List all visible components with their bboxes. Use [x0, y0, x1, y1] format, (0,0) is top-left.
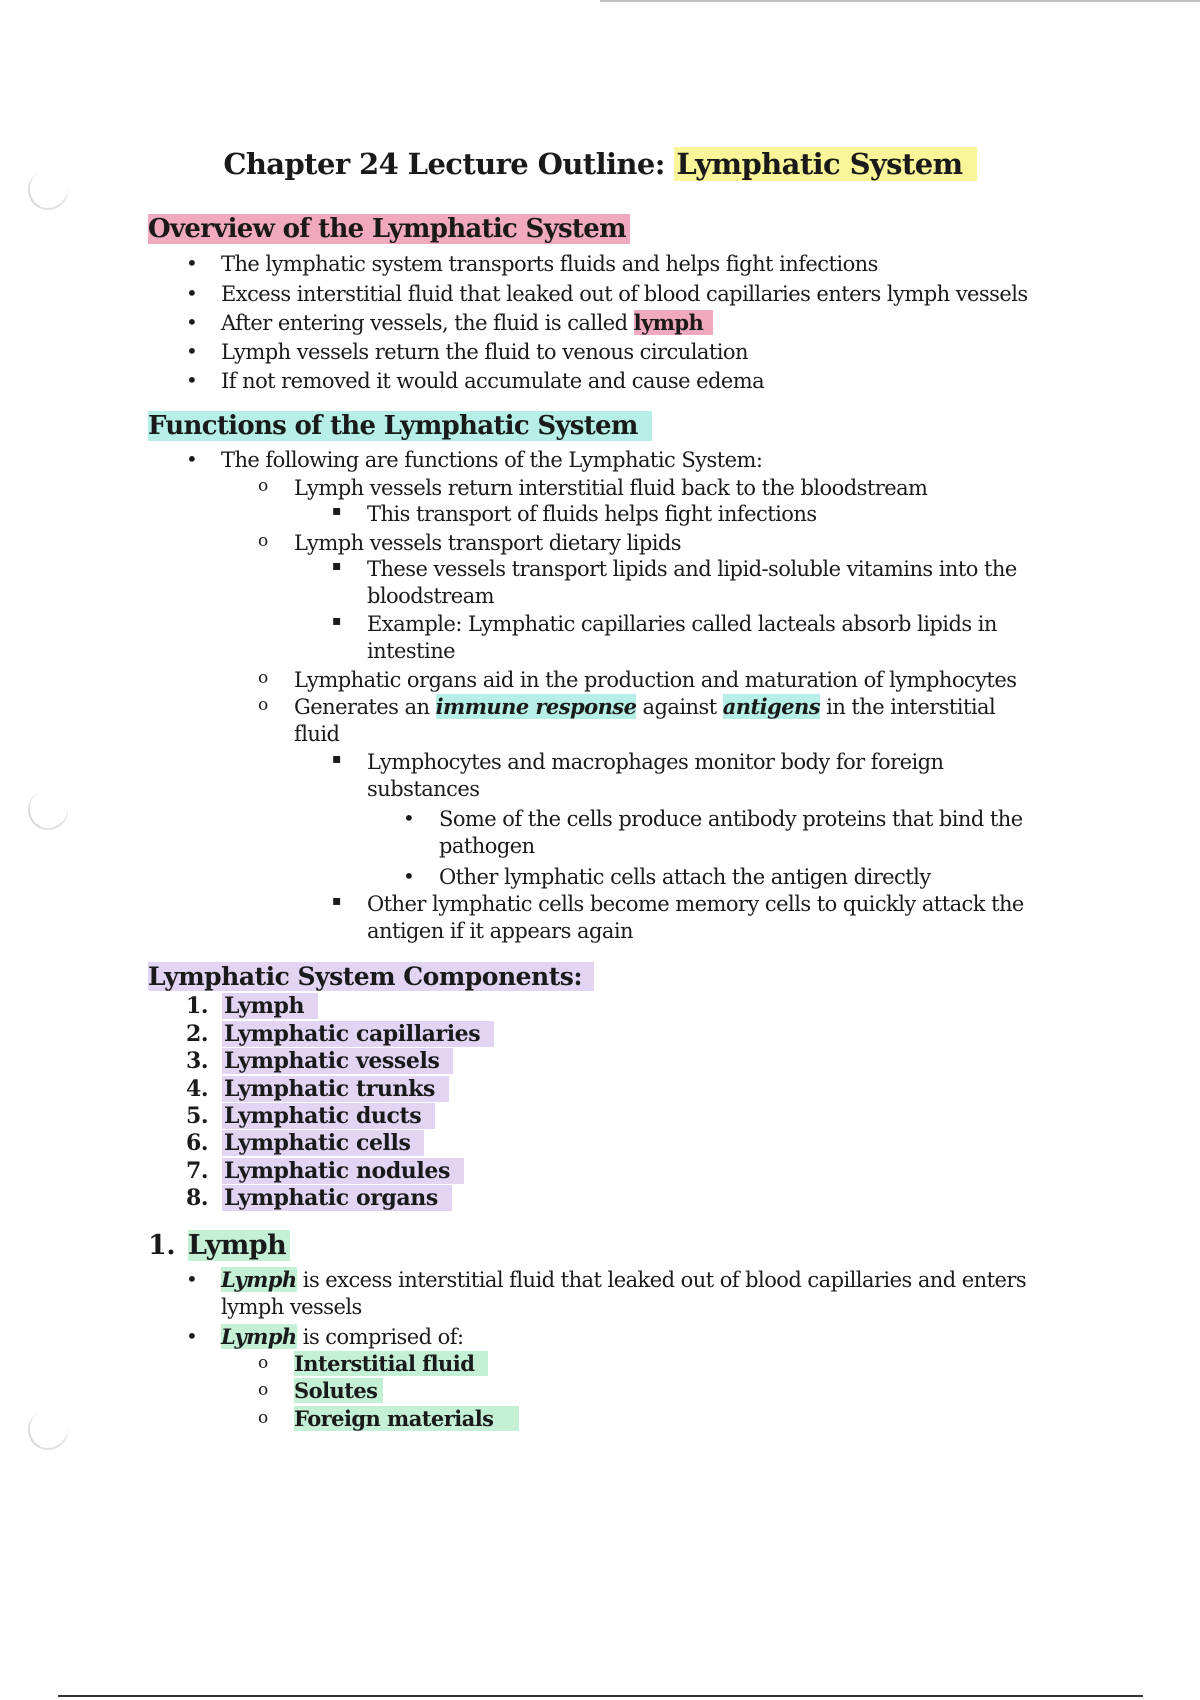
punch-hole-mark [22, 784, 73, 835]
component-item-1: 1. Lymph [186, 993, 318, 1019]
circle-bullet: o [258, 668, 269, 688]
function-4a-line1: Lymphocytes and macrophages monitor body for foreign [367, 750, 944, 774]
function-4b-line1: Other lymphatic cells become memory cells to quickly attack the [367, 892, 1024, 916]
overview-heading: Overview of the Lymphatic System [148, 214, 634, 244]
title-highlight: Lymphatic System [674, 147, 976, 181]
overview-bullet-3: After entering vessels, the fluid is called lymph [221, 310, 713, 336]
component-item-2: 2. Lymphatic capillaries [186, 1021, 494, 1047]
lymph-bullet-1-cont: lymph vessels [221, 1295, 362, 1319]
bottom-rule [58, 1695, 1143, 1697]
overview-bullet-2: Excess interstitial fluid that leaked out of blood capillaries enters lymph vessels [221, 282, 1028, 306]
lymph-part-2: Solutes [294, 1378, 383, 1404]
overview-bullet-5: If not removed it would accumulate and cause edema [221, 369, 765, 393]
function-4b-line2: antigen if it appears again [367, 919, 633, 943]
functions-intro: The following are functions of the Lymphatic System: [221, 448, 763, 472]
function-4a-i-line1: Some of the cells produce antibody proteins that bind the [439, 807, 1023, 831]
lymph-bullet-2: Lymph is comprised of: [221, 1324, 464, 1349]
scan-edge-line [600, 0, 1200, 2]
circle-bullet: o [258, 531, 269, 551]
lymph-heading: 1. Lymph [148, 1230, 290, 1261]
bullet: • [186, 447, 198, 471]
overview-bullet-1: The lymphatic system transports fluids and helps fight infections [221, 252, 878, 276]
square-bullet: ▪ [332, 751, 342, 767]
lymph-term: Lymph [221, 1267, 297, 1292]
lymph-term: Lymph [221, 1324, 297, 1349]
functions-heading: Functions of the Lymphatic System [148, 411, 656, 441]
circle-bullet: o [258, 1353, 269, 1373]
component-item-3: 3. Lymphatic vessels [186, 1048, 453, 1074]
components-heading: Lymphatic System Components: [148, 962, 594, 991]
overview-bullet-4: Lymph vessels return the fluid to venous circulation [221, 340, 748, 364]
bullet: • [403, 864, 415, 888]
function-1: Lymph vessels return interstitial fluid back to the bloodstream [294, 476, 928, 500]
component-item-8: 8. Lymphatic organs [186, 1185, 452, 1211]
function-3: Lymphatic organs aid in the production and maturation of lymphocytes [294, 668, 1017, 692]
bullet: • [186, 368, 198, 392]
bullet: • [186, 1267, 198, 1291]
antigens-term: antigens [722, 694, 821, 719]
circle-bullet: o [258, 476, 269, 496]
function-2b-line1: Example: Lymphatic capillaries called lacteals absorb lipids in [367, 612, 997, 636]
function-4a-ii: Other lymphatic cells attach the antigen directly [439, 865, 931, 889]
bullet: • [186, 281, 198, 305]
circle-bullet: o [258, 1380, 269, 1400]
function-4-cont: fluid [294, 722, 340, 746]
function-2a-line2: bloodstream [367, 584, 494, 608]
page-title: Chapter 24 Lecture Outline: Lymphatic System [0, 147, 1200, 181]
punch-hole-mark [22, 1404, 73, 1455]
component-item-6: 6. Lymphatic cells [186, 1130, 424, 1156]
component-item-7: 7. Lymphatic nodules [186, 1158, 464, 1184]
circle-bullet: o [258, 1408, 269, 1428]
function-2b-line2: intestine [367, 639, 456, 663]
function-2a-line1: These vessels transport lipids and lipid-soluble vitamins into the [367, 557, 1017, 581]
bullet: • [186, 1324, 198, 1348]
square-bullet: ▪ [332, 558, 342, 574]
lymph-part-3: Foreign materials [294, 1406, 519, 1432]
immune-response-term: immune response [435, 694, 637, 719]
square-bullet: ▪ [332, 613, 342, 629]
bullet: • [186, 310, 198, 334]
component-item-4: 4. Lymphatic trunks [186, 1076, 449, 1102]
square-bullet: ▪ [332, 893, 342, 909]
lymph-part-1: Interstitial fluid [294, 1351, 488, 1377]
circle-bullet: o [258, 695, 269, 715]
bullet: • [403, 806, 415, 830]
bullet: • [186, 251, 198, 275]
square-bullet: ▪ [332, 503, 342, 519]
function-1a: This transport of fluids helps fight infections [367, 502, 817, 526]
bullet: • [186, 339, 198, 363]
lymph-bullet-1: Lymph is excess interstitial fluid that leaked out of blood capillaries and enters [221, 1267, 1027, 1292]
function-4a-line2: substances [367, 777, 480, 801]
function-2: Lymph vessels transport dietary lipids [294, 531, 682, 555]
component-item-5: 5. Lymphatic ducts [186, 1103, 435, 1129]
function-4: Generates an immune response against antigens in the interstitial [294, 694, 996, 719]
function-4a-i-line2: pathogen [439, 834, 535, 858]
lymph-highlight: lymph [634, 310, 714, 335]
